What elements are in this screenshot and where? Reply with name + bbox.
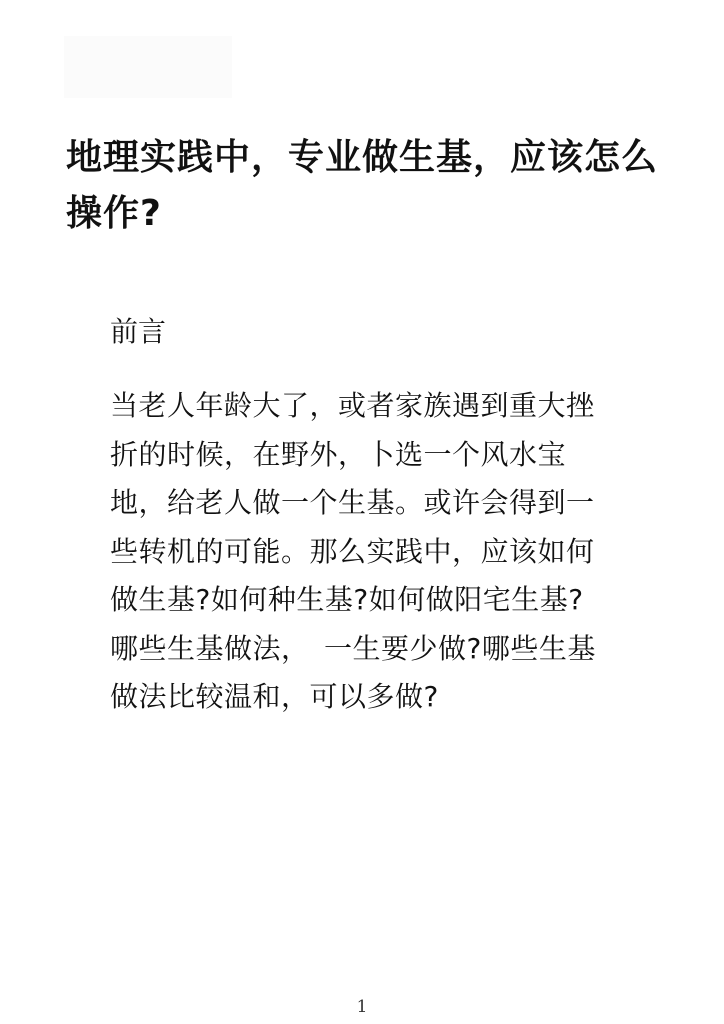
section-heading-preface: 前言	[110, 315, 167, 348]
body-paragraph: 当老人年龄大了，或者家族遇到重大挫折的时候，在野外，卜选一个风水宝地，给老人做一个生基。或许会得到一些转机的可能。那么实践中，应该如何做生基?如何种生基?如何做阳宅生基?哪些生基做法， 一生要少做?哪些生基做法比较温和，可以多做?	[110, 389, 596, 713]
page-number: 1	[356, 997, 368, 1017]
header-blank-area	[64, 36, 232, 98]
document-title: 地理实践中，专业做生基，应该怎么操作?	[66, 137, 659, 234]
